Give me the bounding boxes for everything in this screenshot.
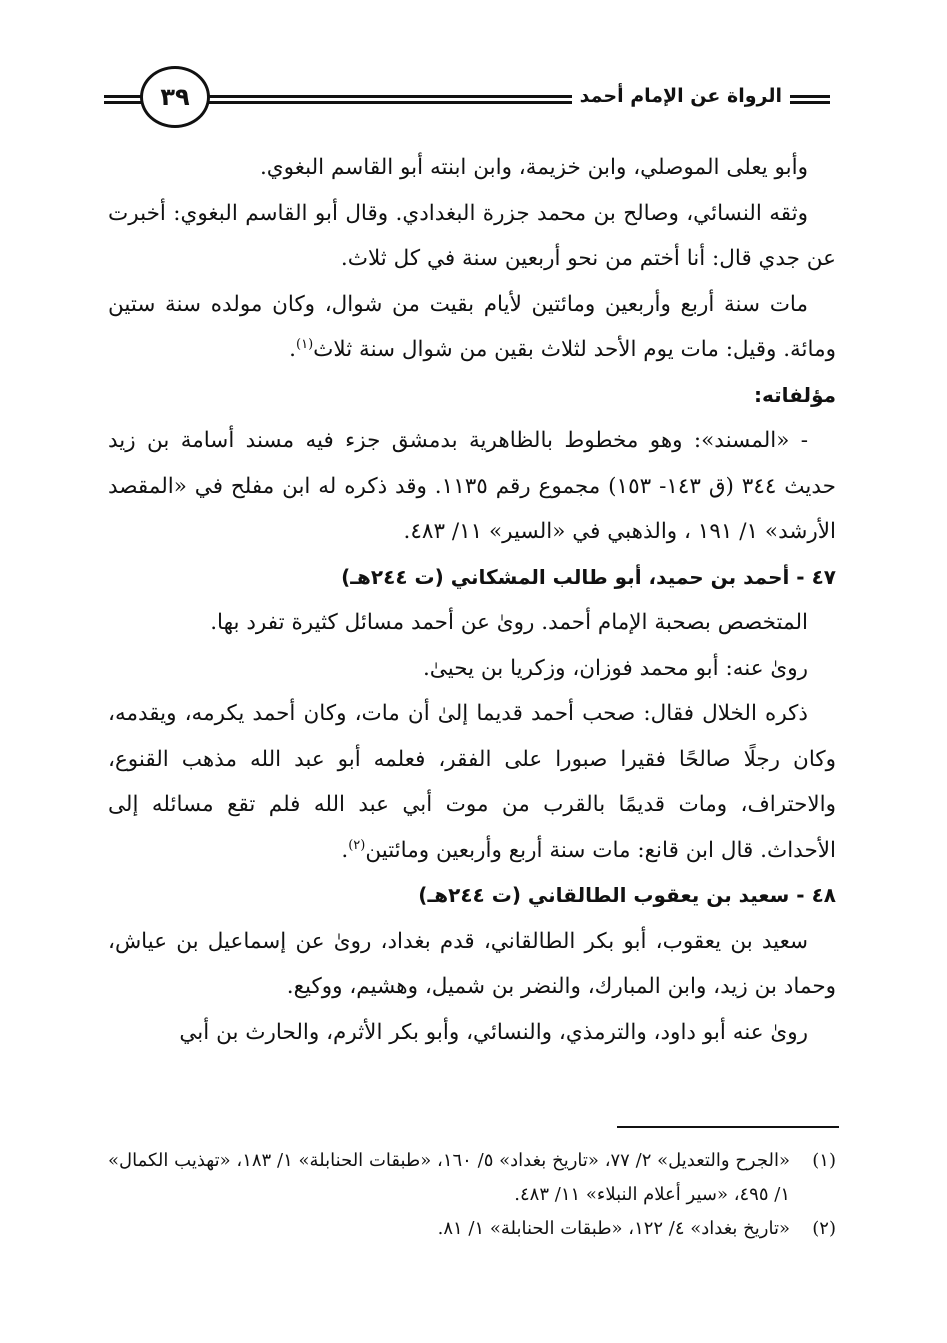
page-number-text: ٣٩ — [160, 83, 190, 111]
paragraph-end: . — [289, 337, 297, 362]
paragraph: سعيد بن يعقوب، أبو بكر الطالقاني، قدم بغداد، روىٰ عن إسماعيل بن عياش، وحماد بن زيد، وابن المبارك، والنضر بن شميل، وهشيم، ووكيع. — [108, 928, 836, 999]
footnote-separator — [617, 1126, 839, 1128]
entry-heading-47: ٤٧ - أحمد بن حميد، أبو طالب المشكاني (ت ٢٤٤هـ) — [341, 564, 836, 589]
paragraph — [108, 282, 836, 373]
footnote — [108, 1212, 836, 1246]
paragraph: روىٰ عنه: أبو محمد فوزان، وزكريا بن يحيىٰ. — [422, 655, 808, 681]
paragraph: - «المسند»: وهو مخطوط بالظاهرية بدمشق جزء فيه مسند أسامة بن زيد حديث ٣٤٤ (ق ١٤٣- ١٥٣) مجموع رقم ١١٣٥. وقد ذكره له ابن مفلح في «المقصد الأرشد» ١/ ١٩١ ، والذهبي في «السير» ١١/ ٤٨٣. — [108, 428, 836, 544]
footnote-text: «تاريخ بغداد» ٤/ ١٢٢، «طبقات الحنابلة» ١/ ٨١. — [437, 1218, 790, 1239]
page-number — [140, 66, 210, 128]
main-text — [108, 145, 836, 1055]
paragraph-text: مات سنة أربع وأربعين ومائتين لأيام بقيت من شوال، وكان مولده سنة ستين ومائة. وقيل: مات يوم الأحد لثلاث بقين من شوال سنة ثلاث — [108, 291, 836, 362]
section-heading-works: مؤلفاته: — [754, 382, 836, 407]
footnote-text: «الجرح والتعديل» ٢/ ٧٧، «تاريخ بغداد» ٥/ ١٦٠، «طبقات الحنابلة» ١/ ١٨٣، «تهذيب الكمال» ١/ ٤٩٥، «سير أعلام النبلاء» ١١/ ٤٨٣. — [108, 1150, 790, 1205]
footnote-ref: (٢) — [348, 837, 366, 853]
entry-heading-48: ٤٨ - سعيد بن يعقوب الطالقاني (ت ٢٤٤هـ) — [418, 883, 836, 907]
footnote-number: (١) — [812, 1150, 836, 1171]
running-title: الرواة عن الإمام أحمد — [572, 85, 790, 107]
paragraph-text: ذكره الخلال فقال: صحب أحمد قديما إلىٰ أن مات، وكان أحمد يكرمه، ويقدمه، وكان رجلًا صالحًا فقيرا صبورا على الفقر، فعلمه أبو عبد الله مذهب القنوع، والاحتراف، ومات قديمًا بالقرب من موت أبي عبد الله فلم تقع مسائله إلى الأحداث. قال ابن قانع: مات سنة أربع وأربعين ومائتين — [108, 701, 836, 863]
paragraph — [108, 691, 836, 873]
paragraph: وثقه النسائي، وصالح بن محمد جزرة البغدادي. وقال أبو القاسم البغوي: أخبرت عن جدي قال: أنا أختم من نحو أربعين سنة في كل ثلاث. — [108, 200, 836, 271]
footnote — [108, 1144, 836, 1212]
footnotes — [108, 1144, 836, 1246]
footnote-ref: (١) — [296, 336, 314, 352]
paragraph: المتخصص بصحبة الإمام أحمد. روىٰ عن أحمد مسائل كثيرة تفرد بها. — [210, 610, 808, 635]
paragraph: وأبو يعلى الموصلي، وابن خزيمة، وابن ابنته أبو القاسم البغوي. — [259, 155, 808, 180]
footnote-number: (٢) — [812, 1218, 836, 1239]
paragraph: روىٰ عنه أبو داود، والترمذي، والنسائي، وأبو بكر الأثرم، والحارث بن أبي — [179, 1019, 808, 1045]
paragraph-end: . — [341, 837, 349, 863]
page-header — [104, 66, 830, 132]
